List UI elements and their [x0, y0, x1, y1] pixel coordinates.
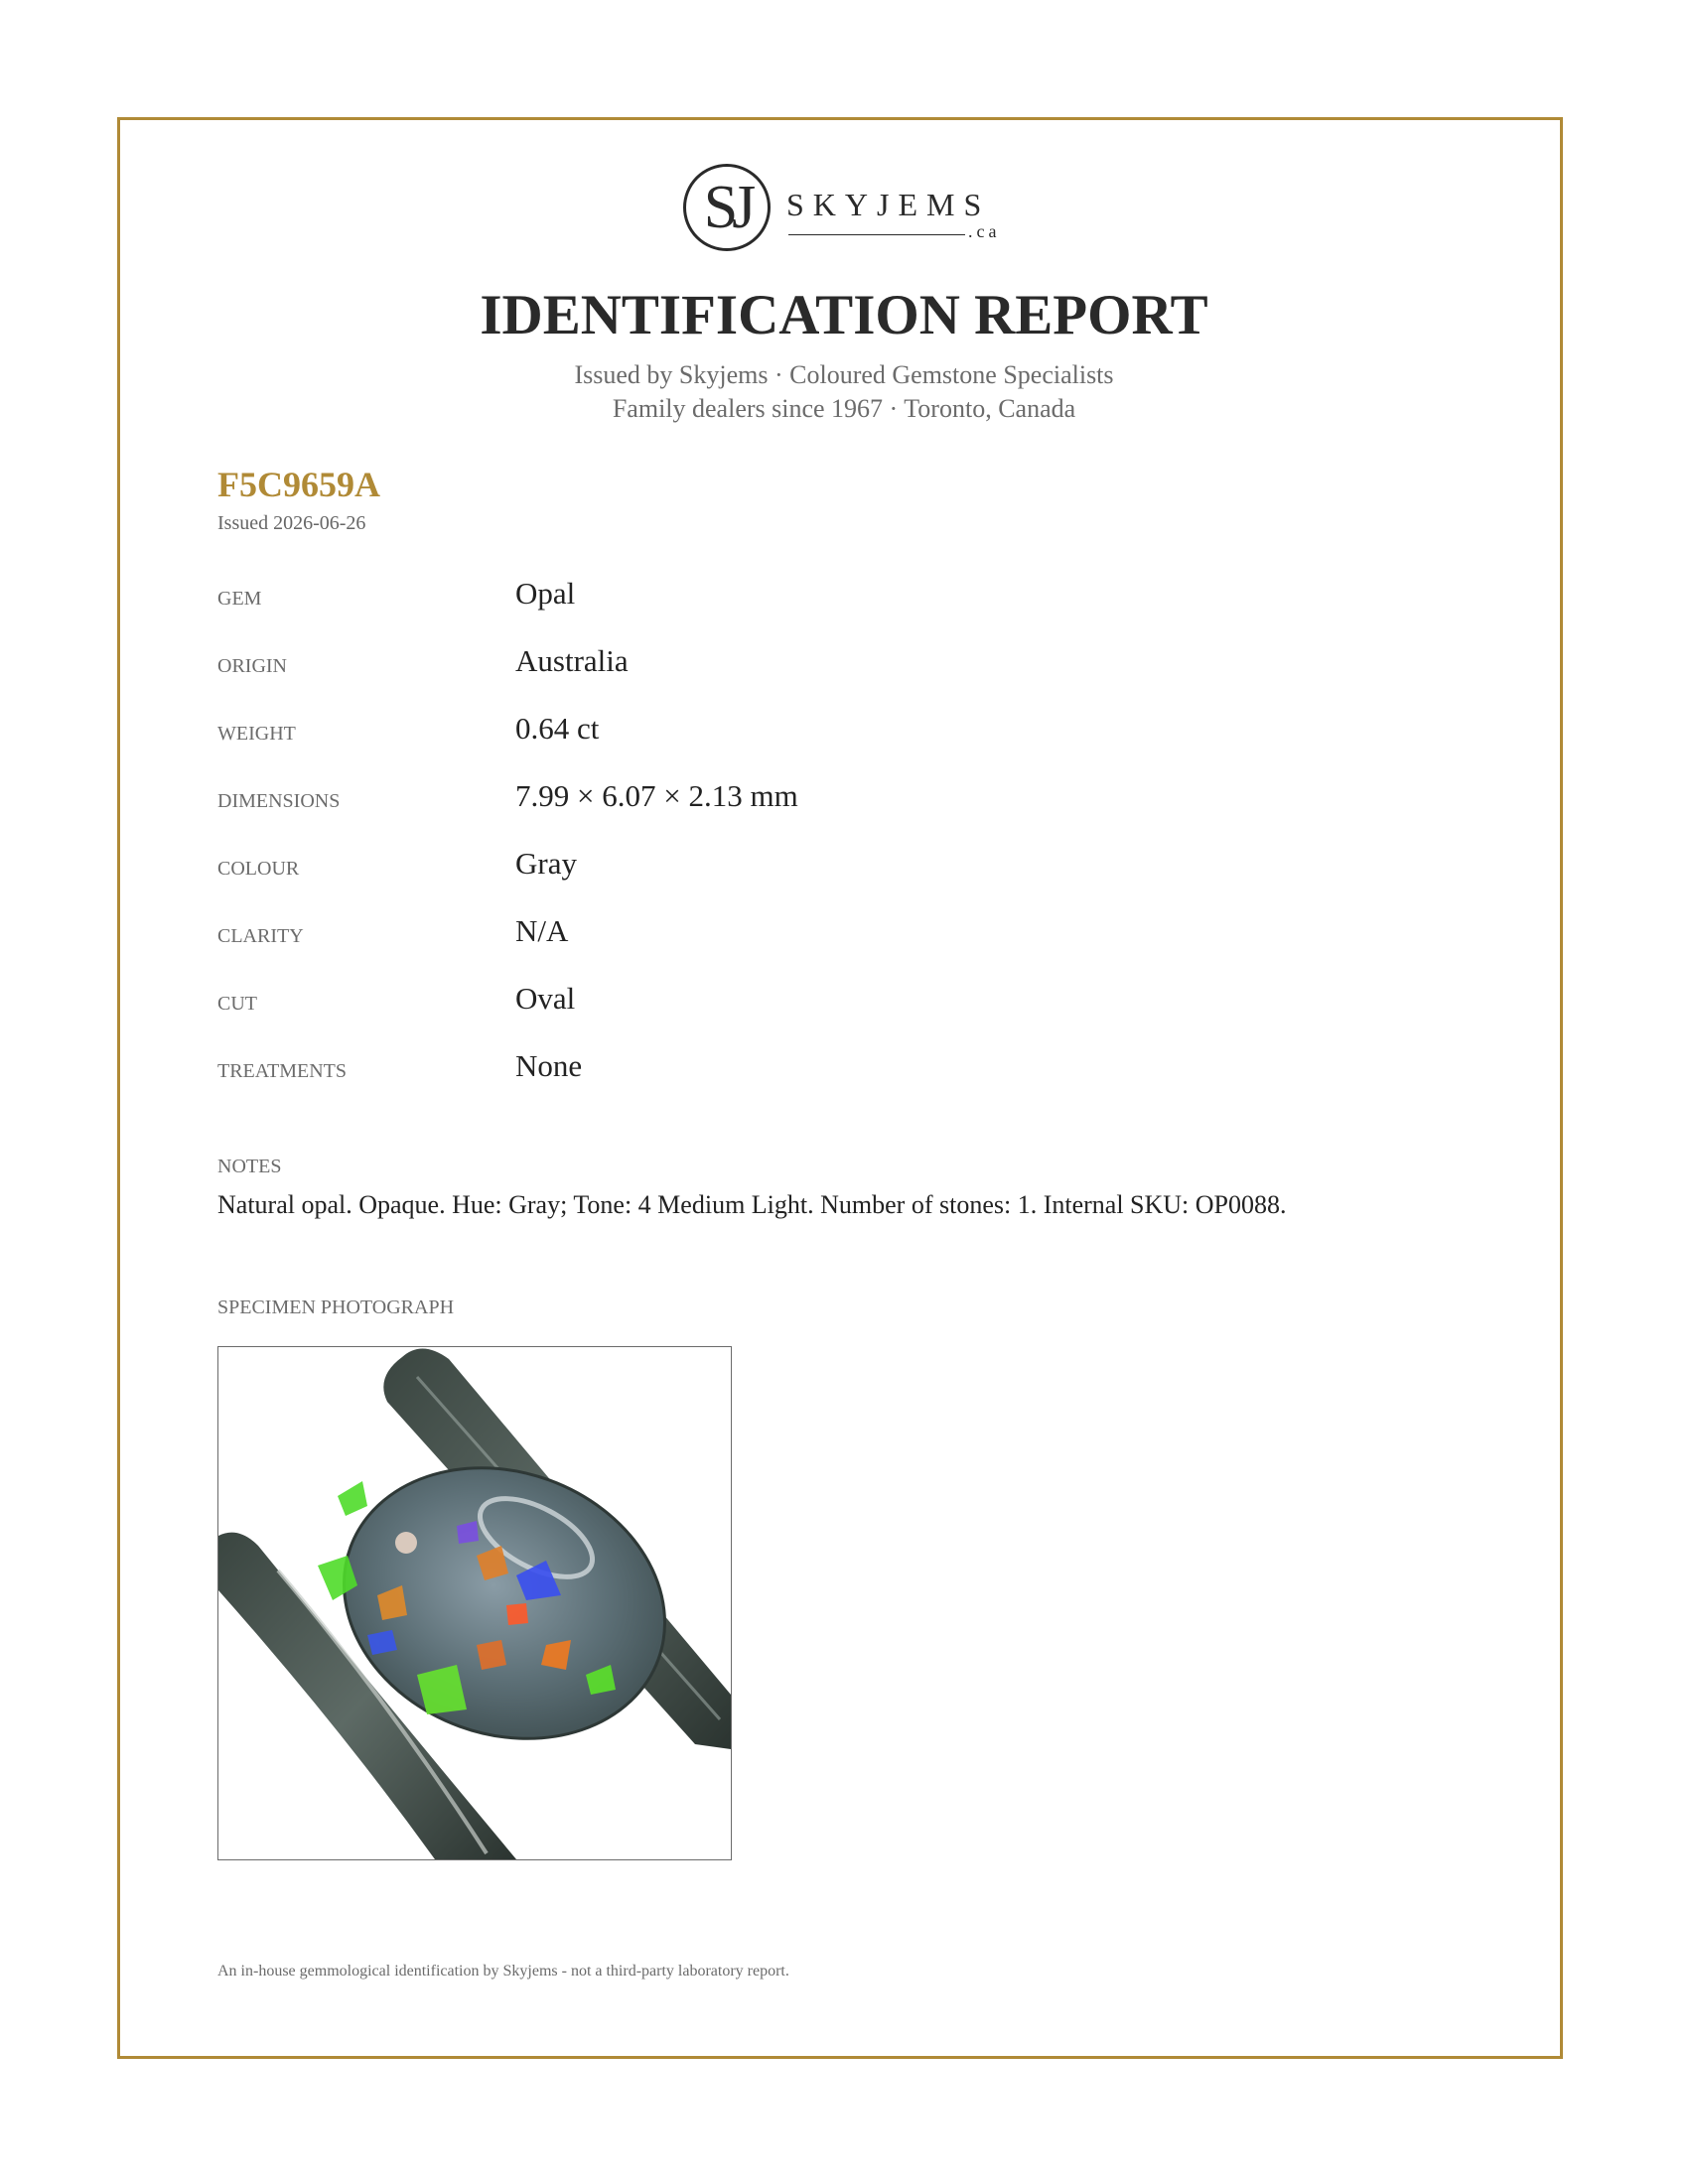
field-label: DIMENSIONS — [217, 790, 341, 812]
photo-label: SPECIMEN PHOTOGRAPH — [217, 1297, 455, 1318]
logo-monogram — [683, 164, 771, 251]
notes-text: Natural opal. Opaque. Hue: Gray; Tone: 4 Medium Light. Number of stones: 1. Internal SKU: OP0088. — [217, 1190, 1287, 1219]
logo-rule — [788, 234, 965, 235]
skyjems-logo — [683, 164, 1005, 263]
field-gem — [217, 575, 1409, 614]
report-id: F5C9659A — [217, 465, 380, 504]
field-label: CLARITY — [217, 925, 304, 947]
field-value: Gray — [515, 846, 577, 881]
notes-label: NOTES — [217, 1156, 282, 1177]
field-treatments — [217, 1047, 1409, 1087]
issue-date: Issued 2026-06-26 — [217, 512, 366, 534]
field-cut — [217, 980, 1409, 1020]
field-colour — [217, 845, 1409, 885]
field-value: N/A — [515, 913, 569, 948]
logo-monogram-text: SJ — [703, 174, 751, 241]
opal-specimen-illustration — [218, 1347, 731, 1859]
field-value: Oval — [515, 981, 576, 1016]
footer-disclaimer: An in-house gemmological identification by Skyjems - not a third-party laboratory report. — [217, 1963, 789, 1979]
field-label: TREATMENTS — [217, 1060, 347, 1082]
field-weight — [217, 710, 1409, 750]
field-value: None — [515, 1048, 583, 1083]
field-value: 0.64 ct — [515, 711, 600, 746]
field-label: CUT — [217, 993, 257, 1015]
field-dimensions — [217, 777, 1409, 817]
field-origin — [217, 642, 1409, 682]
field-value: Australia — [515, 643, 629, 678]
specimen-photo — [217, 1346, 732, 1860]
logo-tld: .ca — [968, 221, 1001, 241]
field-value: Opal — [515, 576, 576, 611]
field-label: WEIGHT — [217, 723, 296, 745]
field-label: ORIGIN — [217, 655, 287, 677]
dealer-line: Family dealers since 1967 · Toronto, Canada — [612, 394, 1076, 423]
report-title: IDENTIFICATION REPORT — [480, 284, 1208, 346]
field-clarity — [217, 912, 1409, 952]
field-label: COLOUR — [217, 858, 300, 880]
field-value: 7.99 × 6.07 × 2.13 mm — [515, 778, 798, 813]
issuer-line: Issued by Skyjems · Coloured Gemstone Specialists — [574, 360, 1114, 389]
field-label: GEM — [217, 588, 262, 610]
logo-wordmark: SKYJEMS — [786, 187, 991, 222]
